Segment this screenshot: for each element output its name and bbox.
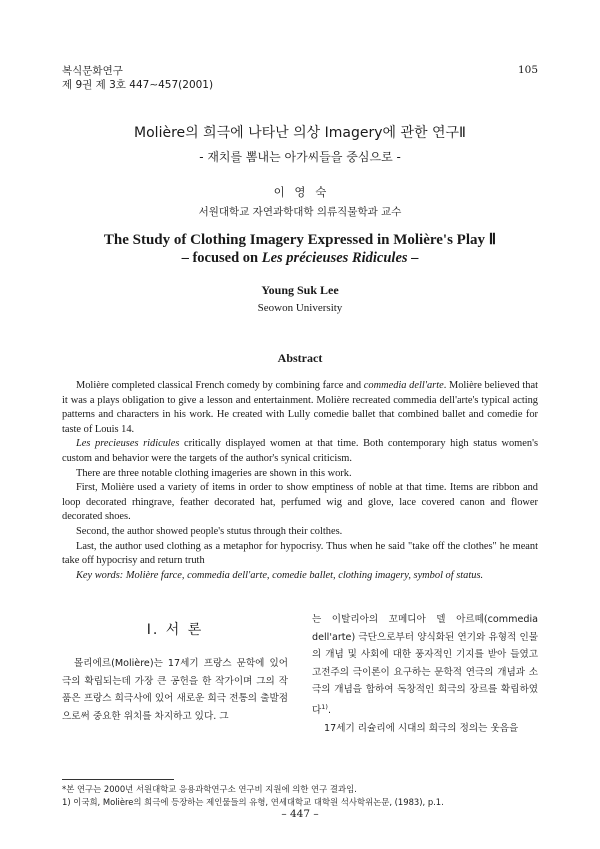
body-right-column [312, 611, 538, 737]
journal-name: 복식문화연구 [62, 65, 123, 77]
english-subtitle-suffix: – [407, 250, 419, 266]
korean-author: 이 영 숙 [273, 185, 327, 199]
abstract-paragraph: Second, the author showed people's stutus through their colthes. [76, 525, 343, 537]
footnote-star: *본 연구는 2000년 서원대학교 응용과학연구소 연구비 지원에 의한 연구 결과임. [62, 784, 357, 794]
body-text: . [327, 705, 332, 717]
journal-volume: 제 9권 제 3호 447∼457(2001) [62, 79, 214, 91]
section-heading-introduction: Ⅰ. 서 론 [146, 622, 204, 638]
abstract-text: critically displayed women at that time. Both contemporary high status women's custom and behavior were the targets of the author's synical criticism. [62, 438, 538, 464]
english-title: The Study of Clothing Imagery Expressed in Molière's Play Ⅱ [103, 232, 497, 248]
abstract-paragraph [62, 437, 538, 466]
footnote-ref: 1) [321, 702, 328, 711]
abstract-paragraph [62, 379, 538, 437]
footer-page-number: – 447 – [281, 808, 319, 820]
abstract-paragraph: There are three notable clothing imageries are shown in this work. [76, 467, 352, 479]
abstract-body [62, 379, 538, 583]
korean-title: Molière의 희극에 나타난 의상 Imagery에 관한 연구Ⅱ [134, 125, 466, 141]
english-subtitle-play: Les précieuses Ridicules [261, 250, 408, 266]
english-subtitle-prefix: – focused on [181, 250, 262, 266]
english-subtitle [0, 250, 600, 267]
abstract-text: Molière completed classical French comedy by combining farce and [76, 380, 364, 391]
body-paragraph [312, 611, 538, 720]
body-left-column [62, 611, 288, 725]
keywords: Key words: Molière farce, commedia dell'arte, comedie ballet, clothing imagery, symbol of status. [76, 569, 484, 581]
footnotes [62, 783, 538, 809]
journal-header [62, 64, 213, 92]
abstract-heading: Abstract [277, 351, 323, 365]
english-affiliation: Seowon University [257, 302, 343, 314]
abstract-text-italic: Les precieuses ridicules [76, 438, 180, 450]
body-paragraph: 17세기 리슐리에 시대의 희극의 정의는 웃음을 [324, 722, 519, 734]
korean-subtitle: - 재치를 뽐내는 아가씨들을 중심으로 - [199, 150, 401, 164]
body-paragraph: 몰리에르(Molière)는 17세기 프랑스 문학에 있어 극의 확립되는데 가장 큰 공헌을 한 작가이며 그의 작품은 프랑스 희극사에 있어 새로운 희극 전통의 출발점으로써 중요한 위치를 차지하고 있다. 그 [62, 658, 288, 722]
abstract-text: . Molière believed that it was a plays obligation to give a lesson and entertainment. Molière recreated commedia dell'arte's typical acting patterns and characters in his work. He created with Lully comedie ballet that combined ballet and comedie for taste of Louis 14. [62, 380, 538, 435]
abstract-paragraph: First, Molière used a variety of items in order to show emptiness of noble at that time. Items are ribbon and loop decorated rhingrave, feather decorated hat, perfumed wig and glove, lace covered canon and flower decorated shoes. [62, 482, 538, 523]
korean-affiliation: 서원대학교 자연과학대학 의류직물학과 교수 [198, 206, 402, 218]
english-author: Young Suk Lee [261, 283, 339, 297]
header-page-number: 105 [517, 64, 538, 76]
footnote-1: 1) 이국희, Molière의 희극에 등장하는 제인물들의 유형, 연세대학교 대학원 석사학위논문, (1983), p.1. [62, 797, 444, 807]
body-text: 는 이탈리아의 꼬메디아 델 아르떼(commedia dell'arte) 극단으로부터 양식화된 연기와 유형적 인물의 개념 및 사회에 대한 풍자적인 기지를 받아 들였고 고전주의 극이론이 요구하는 문학적 연극의 개념과 소극의 개념을 합하여 독창적인 희극의 장르를 확립하였다 [312, 614, 538, 717]
footnote-divider [62, 779, 174, 780]
abstract-paragraph: Last, the author used clothing as a metaphor for hypocrisy. Thus when he said "take off the clothes" he meant take off hypocrisy and return truth [62, 540, 538, 567]
abstract-text-italic: commedia dell'arte [363, 380, 444, 391]
